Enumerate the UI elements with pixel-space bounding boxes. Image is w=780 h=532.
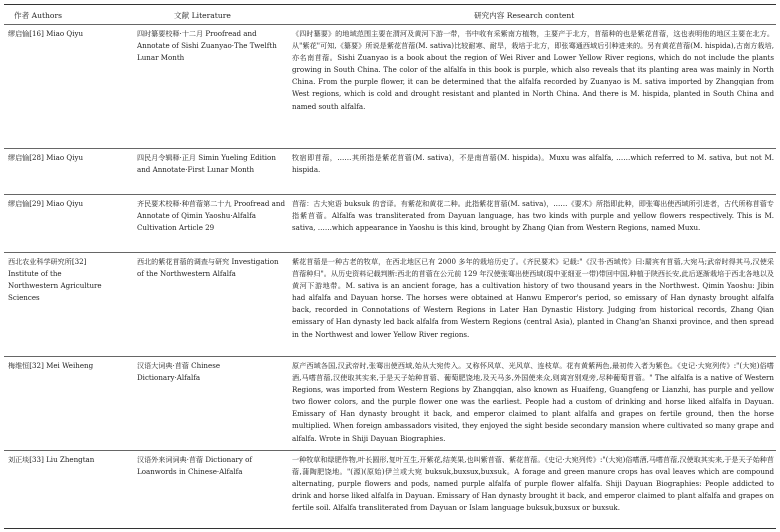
row-rule bbox=[4, 450, 776, 451]
cell-content: 牧宿即苜蓿，……其所指是紫花苜蓿(M. sativa)，不是南苜蓿(M. hispida)。Muxu was alfalfa, ……which referred to M. sativa, but not M. hispida. bbox=[292, 153, 774, 175]
row-rule bbox=[4, 252, 776, 253]
cell-author: 缪启愉[29] Miao Qiyu bbox=[8, 199, 84, 208]
cell-author: 西北农业科学研究所[32] Institute of the Northwestern Agriculture Sciences bbox=[8, 257, 102, 303]
cell-author: 缪启愉[16] Miao Qiyu bbox=[8, 29, 84, 38]
header-content: 研究内容 Research content bbox=[474, 11, 575, 20]
cell-content: 紫花苜蓿是一种古老的牧草，在西北地区已有 2000 多年的栽培历史了。《齐民要术》记载:"《汉书·西域传》曰:罽宾有苜蓿,大宛马;武帝时得其马,汉使采苜蓿种归"。从历史资料记载判断:西北的苜蓿在公元前 129 年汉使张骞出使西域(現中亚细亚一带)带回中国,种植于陕西长安,此后逐渐栽培于西北各地以及黄河下游地带。M. sativa is an ancient forage, has a cultivation history of two thousand years in the Northwest. Qimin Yaoshu: Jibin had alfalfa and Dayuan horse. The horses were obtained at Hanwu Emperor's period, so emissary of Han dynasty brought alfalfa back, recorded in Connotations of Western Regions in Later Han Dynastic History. Judging from historical records, Zhang Qian emissary of Han dynasty led back alfalfa from Western Regions (central Asia), planted in Chang'an Shanxi province, and then spread in the Northwest and lower Yellow River regions. bbox=[292, 257, 774, 339]
cell-literature: 汉语外来词词典·苜蓿 Dictionary of Loanwords in Chinese·Alfalfa bbox=[137, 455, 253, 477]
cell-author: 梅维恒[32] Mei Weiheng bbox=[8, 361, 94, 370]
cell-literature: 四民月令辑释·正月 Simin Yueling Edition and Annotate·First Lunar Month bbox=[137, 153, 276, 175]
cell-literature: 齐民要术校释·种苜蓿第二十九 Proofread and Annotate of Qimin Yaoshu·Alfalfa Cultivation Article 29 bbox=[137, 199, 285, 233]
cell-content: 一种牧草和绿肥作物,叶长圆形,复叶互生,开紫花,结荚果,也叫紫苜蓿、紫花苜蓿。《史记·大宛列传》:"(大宛)俗嗜酒,马嗜苜蓿,汉使取其实来,于是天子始种苜蓿,蒲陶肥饶地。"(源)(原始)伊兰或大宛 buksuk,buxsux,buxsuk。A forage and green manure crops has oval leaves which are compound alternating, purple flowers and pods, named purple alfalfa of purple flower alfalfa. Shiji Dayuan Biographies: People addicted to drink and horse liked alfalfa in Dayuan. Emissary of Han dynasty brought it back, and emperor claimed to plant alfalfa and grapes on fertile soil. Alfalfa transliterated from Dayuan or Islam language buksuk,buxsux or buxsuk. bbox=[292, 455, 774, 513]
cell-author: 刘正埮[33] Liu Zhengtan bbox=[8, 455, 95, 464]
row-rule bbox=[4, 148, 776, 149]
row-rule bbox=[4, 194, 776, 195]
cell-author: 缪启愉[28] Miao Qiyu bbox=[8, 153, 84, 162]
header-rule bbox=[4, 24, 776, 25]
cell-literature: 西北的紫花苜蓿的调查与研究 Investigation of the Northwestern Alfalfa bbox=[137, 257, 279, 279]
cell-content: 《四时纂要》的地域范围主要在渭河及黄河下游一带，书中收有采紫南方植物，主要产于北方，苜蓿种的也是紫花苜蓿，这也表明他的地区主要在北方。从"紫花"可知,《纂要》所说是紫花苜蓿(M. sativa)比较耐寒、耐旱，栽培于北方，即张骞通西域后引种进来的。另有黄花苜蓿(M. hispida),古南方栽培,亦名南苜蓿。Sishi Zuanyao is a book about the region of Wei River and Lower Yellow River regions, which do not include the plants growing in South China. The color of the alfalfa in this book is purple, which also reveals that its planting area was mainly in North China. From the purple flower, it can be determined that the alfalfa recorded by Zuanyao is M. sativa imported by Zhangqian from West regions, which is cold and drought resistant and planted in North China. And there is M. hispida, planted in South China and named south alfalfa. bbox=[292, 29, 774, 111]
cell-content: 苜蓿：古大宛语 buksuk 的音译。有紫花和黄花二种。此指紫花苜蓿(M. sativa)，……《要术》所指即此种，即张骞出使西域所引进者，古代所称苜蓿专指紫苜蓿。Alfalfa was transliterated from Dayuan language, has two kinds with purple and yellow flowers respectively. This is M. sativa, ……which appearance in Yaoshu is this kind, brought by Zhang Qian from Western Regions, named Muxu. bbox=[292, 199, 774, 233]
cell-content: 原产西域各国,汉武帝时,张骞出使西域,始从大宛传入。又称怀风草、光风草、连枝草。花有黄紫两色,最初传入者为紫色。《史记·大宛列传》:"(大宛)俗嗜酒,马嗜苜蓿,汉使取其实来,于是天子始种苜蓿、葡萄肥饶地,及天马多,外国使来众,则离宫别观旁,尽种葡萄苜蓿。" The alfalfa is a native of Western Regions, was imported from Western Regions by Zhangqian, also known as Huaifeng, Guangfeng or Lianzhi, has purple and yellow two flower colors, and the purple flower one was the earliest. People had a custom of drinking and horse liked alfalfa in Dayuan. Emissary of Han dynasty brought it back, and emperor claimed to plant alfalfa and grapes on fertile ground, then the horse multiplied. When foreign ambassadors visited, they enjoyed the sight beside secondary mansion where cultivated so many grape and alfalfa. Wrote in Shiji Dayuan Biographies. bbox=[292, 361, 774, 443]
cell-literature: 四时纂要校释·十二月 Proofread and Annotate of Sishi Zuanyao·The Twelfth Lunar Month bbox=[137, 29, 277, 63]
cell-literature: 汉语大词典·苜蓿 Chinese Dictionary·Alfalfa bbox=[137, 361, 221, 383]
header-authors: 作者 Authors bbox=[14, 11, 63, 20]
top-rule bbox=[4, 4, 776, 5]
header-literature: 文献 Literature bbox=[174, 11, 231, 20]
bottom-rule bbox=[4, 528, 776, 529]
row-rule bbox=[4, 356, 776, 357]
